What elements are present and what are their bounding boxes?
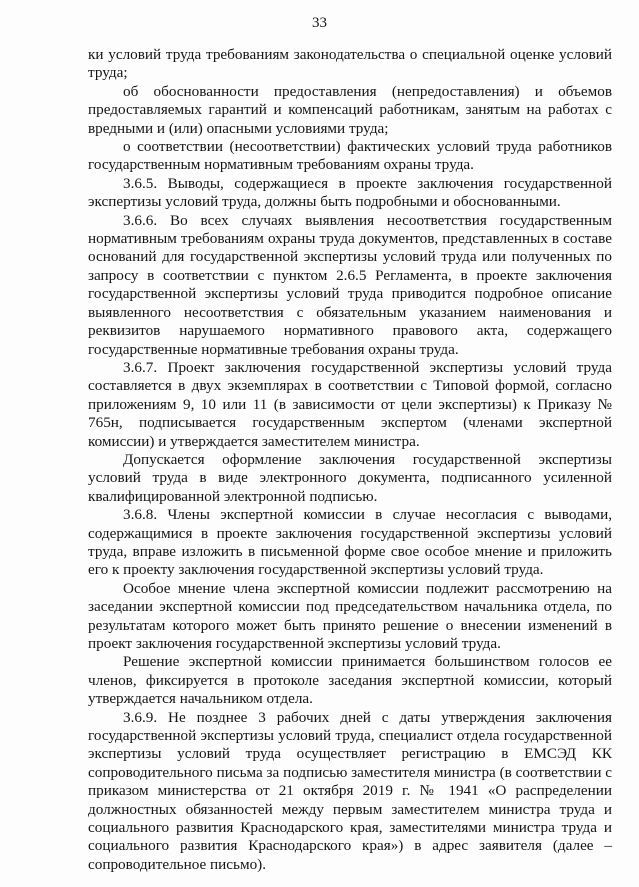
paragraph: 3.6.5. Выводы, содержащиеся в проекте заключения государственной экспертизы условий труда, должны быть подробными и обоснованными. xyxy=(88,174,612,211)
paragraph: о соответствии (несоответствии) фактических условий труда работников государственным нормативным требованиям охраны труда. xyxy=(88,138,612,174)
paragraph: 3.6.8. Члены экспертной комиссии в случае несогласия с выводами, содержащимися в проекте заключения государственной экспертизы условий труда, вправе изложить в письменной форме свое особое мнение и приложить его к проекту заключения государственной экспертизы условий труда. xyxy=(88,506,612,579)
paragraph: об обоснованности предоставления (непредоставления) и объемов предоставляемых гарантий и компенсаций работникам, занятым на работах с вредными и (или) опасными условиями труда; xyxy=(88,82,612,137)
paragraph: 3.6.9. Не позднее 3 рабочих дней с даты утверждения заключения государственной экспертизы условий труда, специалист отдела государственной экспертизы условий труда осуществляет регистрацию в ЕМСЭД КК сопроводительного письма за подписью заместителя министра (в соответствии с приказом министерства от 21 октября 2019 г. № 1941 «О распределении должностных обязанностей между первым заместителем министра труда и социального развития Краснодарского края, заместителями министра труда и социального развития Краснодарского края») в адрес заявителя (далее – сопроводительное письмо). xyxy=(88,708,612,873)
paragraph: Решение экспертной комиссии принимается большинством голосов ее членов, фиксируется в протоколе заседания экспертной комиссии, который утверждается начальником отдела. xyxy=(88,653,612,708)
paragraph: ки условий труда требованиям законодательства о специальной оценке условий труда; xyxy=(88,46,612,82)
paragraph: Особое мнение члена экспертной комиссии подлежит рассмотрению на заседании экспертной комиссии под председательством начальника отдела, по результатам которого может быть принято решение о внесении изменений в проект заключения государственной экспертизы условий труда. xyxy=(88,579,612,652)
paragraph: Допускается оформление заключения государственной экспертизы условий труда в виде электронного документа, подписанного усиленной квалифицированной электронной подписью. xyxy=(88,450,612,505)
paragraph: 3.6.7. Проект заключения государственной экспертизы условий труда составляется в двух экземплярах в соответствии с Типовой формой, согласно приложениям 9, 10 или 11 (в зависимости от цели экспертизы) к Приказу № 765н, подписывается государственным экспертом (членами экспертной комиссии) и утверждается заместителем министра. xyxy=(88,358,612,450)
page-number: 33 xyxy=(312,15,327,31)
document-body xyxy=(88,46,612,874)
paragraph: 3.6.6. Во всех случаях выявления несоответствия государственным нормативным требованиям охраны труда документов, представленных в составе оснований для государственной экспертизы условий труда или полученных по запросу в соответствии с пунктом 2.6.5 Регламента, в проекте заключения государственной экспертизы условий труда приводится подробное описание выявленного несоответствия с обязательным указанием наименования и реквизитов нарушаемого нормативного правового акта, содержащего государственные нормативные требования охраны труда. xyxy=(88,211,612,358)
